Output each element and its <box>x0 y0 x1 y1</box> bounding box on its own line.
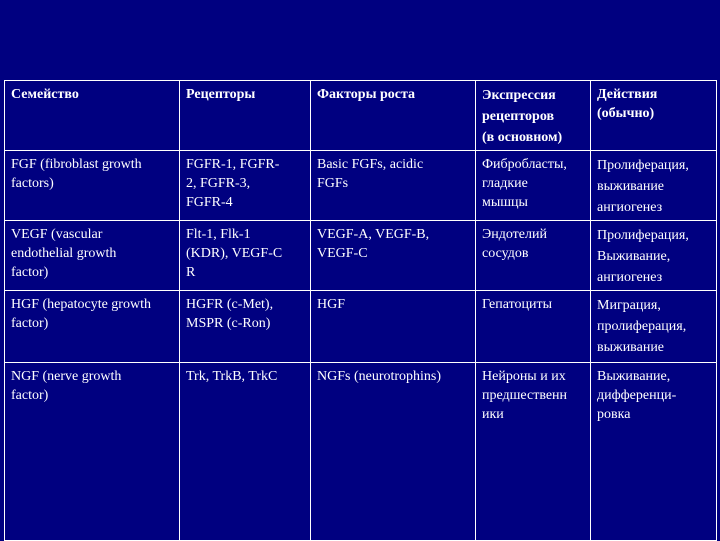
cell-actions: Выживание, дифференци- ровка <box>591 363 717 541</box>
cell-expression: Эндотелий сосудов <box>476 221 591 291</box>
cell-family: FGF (fibroblast growth factors) <box>5 151 180 221</box>
cell-growth-factors: VEGF-A, VEGF-B, VEGF-C <box>311 221 476 291</box>
table-header-row <box>5 81 717 151</box>
cell-receptors: Flt-1, Flk-1 (KDR), VEGF-C R <box>180 221 311 291</box>
cell-family: HGF (hepatocyte growth factor) <box>5 291 180 363</box>
table-row <box>5 291 717 363</box>
cell-family: NGF (nerve growth factor) <box>5 363 180 541</box>
cell-expression: Фибробласты, гладкие мышцы <box>476 151 591 221</box>
growth-factor-table <box>4 80 717 541</box>
cell-actions: Пролиферация, Выживание, ангиогенез <box>591 221 717 291</box>
cell-actions: Пролиферация, выживание ангиогенез <box>591 151 717 221</box>
header-actions: Действия (обычно) <box>591 81 717 151</box>
table-row <box>5 363 717 541</box>
cell-growth-factors: Basic FGFs, acidic FGFs <box>311 151 476 221</box>
header-receptor-expression: Экспрессия рецепторов (в основном) <box>476 81 591 151</box>
table-row <box>5 221 717 291</box>
cell-expression: Гепатоциты <box>476 291 591 363</box>
header-receptors: Рецепторы <box>180 81 311 151</box>
cell-receptors: Trk, TrkB, TrkC <box>180 363 311 541</box>
cell-receptors: FGFR-1, FGFR- 2, FGFR-3, FGFR-4 <box>180 151 311 221</box>
table-row <box>5 151 717 221</box>
header-family: Семейство <box>5 81 180 151</box>
cell-actions: Миграция, пролиферация, выживание <box>591 291 717 363</box>
cell-receptors: HGFR (c-Met), MSPR (c-Ron) <box>180 291 311 363</box>
cell-family: VEGF (vascular endothelial growth factor) <box>5 221 180 291</box>
cell-growth-factors: NGFs (neurotrophins) <box>311 363 476 541</box>
header-growth-factors: Факторы роста <box>311 81 476 151</box>
cell-growth-factors: HGF <box>311 291 476 363</box>
cell-expression: Нейроны и их предшественн ики <box>476 363 591 541</box>
